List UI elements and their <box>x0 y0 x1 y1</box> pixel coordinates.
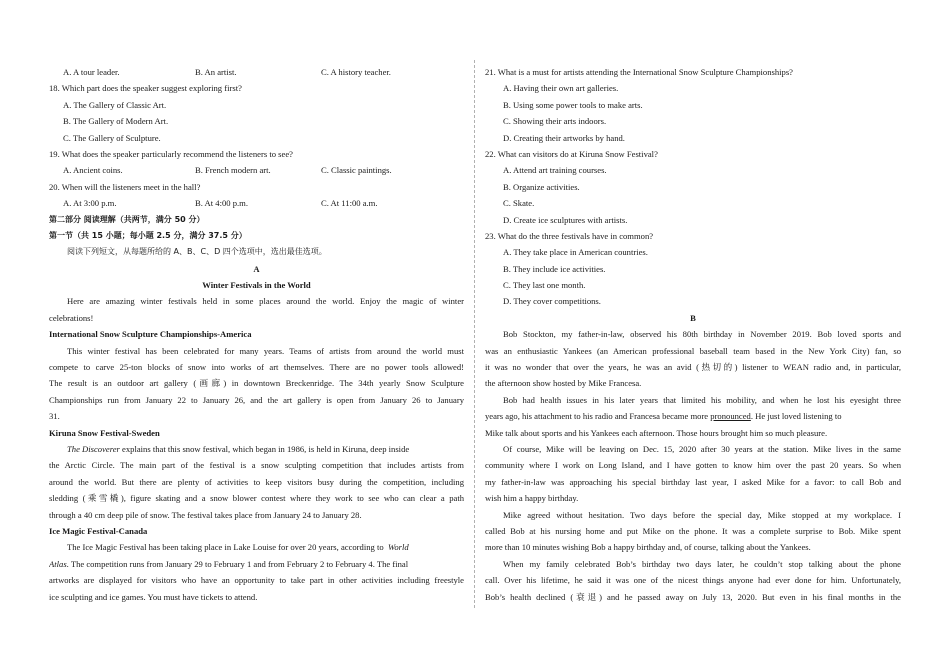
intro-line: Here are amazing winter festivals held in some places around the world. Enjoy the magic of winter <box>67 296 464 307</box>
paragraph-line <box>49 539 464 555</box>
paragraph-line: The result is an outdoor art gallery (画廊) in downtown Breckenridge. The 34th yearly Snow Sculpture <box>49 378 464 389</box>
right-column <box>485 64 901 605</box>
question-20: 20. When will the listeners meet in the hall? <box>49 181 201 192</box>
option-a: A. Having their own art galleries. <box>503 83 619 94</box>
option-c: C. Skate. <box>503 198 535 209</box>
column-divider <box>474 60 475 608</box>
question-18: 18. Which part does the speaker suggest exploring first? <box>49 83 242 94</box>
paragraph-line: was an enthusiastic Yankees (an American professional baseball team based in the New York City) fan, so <box>485 345 901 356</box>
part-two-title: 第二部分 阅读理解（共两节，满分 50 分） <box>49 214 205 224</box>
option-c: C. They last one month. <box>503 280 586 291</box>
source-title: World <box>387 542 409 553</box>
source-title: The Discoverer <box>67 443 120 454</box>
left-column <box>49 64 464 605</box>
question-19: 19. What does the speaker particularly recommend the listeners to see? <box>49 148 293 159</box>
paragraph-text: years ago, his attachment to his radio and Francesa became more <box>485 411 711 422</box>
paragraph-text: explains that this snow festival, which began in 1986, is held in Kiruna, deep inside <box>119 443 410 454</box>
underlined-word: pronounced <box>710 411 751 422</box>
option-a: A. Ancient coins. <box>63 165 123 176</box>
option-c: C. Showing their arts indoors. <box>503 116 607 127</box>
intro-line: celebrations! <box>49 312 94 323</box>
paragraph-line: ice sculpting and ice games. You must have tickets to attend. <box>49 591 258 602</box>
passage-a-label: A <box>253 263 260 274</box>
instructions: 阅读下列短文，从每题所给的 A、B、C、D 四个选项中，选出最佳选项。 <box>67 247 327 257</box>
option-d: D. Creating their artworks by hand. <box>503 132 625 143</box>
option-b: B. The Gallery of Modern Art. <box>63 116 169 127</box>
paragraph-line <box>485 408 901 424</box>
option-a: A. Attend art training courses. <box>503 165 607 176</box>
option-b: B. Using some power tools to make arts. <box>503 99 643 110</box>
paragraph-line: the afternoon show hosted by Mike Francesa. <box>485 378 642 389</box>
paragraph-line <box>49 441 464 457</box>
paragraph-line: call. Over his lifetime, he said it was one of the nicest things anyone had ever done for him. Unfortunately, <box>485 575 901 586</box>
paragraph-line: 31. <box>49 411 60 422</box>
paragraph-line: compete to carve 25-ton blocks of snow into works of art themselves. There are no power tools allowed! <box>49 362 464 373</box>
question-22: 22. What can visitors do at Kiruna Snow Festival? <box>485 148 658 159</box>
q19-options <box>49 162 464 178</box>
paragraph-line: This winter festival has been celebrated for many years. Teams of artists from around the world must <box>67 345 464 356</box>
paragraph-line: community where I work on Long Island, and I have gotten to know him over the past 20 years. So when <box>485 460 901 471</box>
question-23: 23. What do the three festivals have in common? <box>485 230 654 241</box>
paragraph-line: Of course, Mike will be leaving on Dec. 15, 2020 after 30 years at the station. Mike lives in the same <box>503 443 901 454</box>
option-a: A. A tour leader. <box>63 67 120 77</box>
paragraph-line: called Bob at his nursing home and put Mike on the phone. It was a complete surprise to Bob. Mike spent <box>485 525 901 536</box>
paragraph-line: more than 10 minutes wishing Bob a happy birthday and, of course, talking about the Yankees. <box>485 542 811 553</box>
paragraph-line: around the world. But there are plenty of activities to keep visitors busy during the competition, including <box>49 476 464 487</box>
source-title: Atlas <box>49 558 67 569</box>
paragraph-line <box>49 556 464 572</box>
passage-a-title: Winter Festivals in the World <box>202 280 311 291</box>
paragraph-line: Bob’s health declined (衰退) and he passed away on July 13, 2020. But even in his final months in the <box>485 591 901 602</box>
option-a: A. At 3:00 p.m. <box>63 198 117 209</box>
paragraph-line: through a 40 cm deep pile of snow. The festival takes place from January 24 to January 28. <box>49 509 362 520</box>
option-b: B. Organize activities. <box>503 181 580 192</box>
option-c: C. Classic paintings. <box>321 165 392 176</box>
paragraph-text: . The competition runs from January 29 to February 1 and from February 2 to February 4. The final <box>66 558 409 569</box>
paragraph-line: Bob had health issues in his later years that limited his mobility, and when he lost his eyesight three <box>503 394 901 405</box>
q17-options <box>49 64 464 80</box>
passage-b-label: B <box>690 312 696 323</box>
paragraph-line: my father-in-law was approaching his special birthday last year, I asked Mike for a favor: to call Bob and <box>485 476 901 487</box>
option-d: D. They cover competitions. <box>503 296 601 307</box>
paragraph-text: . He just loved listening to <box>750 411 842 422</box>
section-one-title: 第一节（共 15 小题；每小题 2.5 分，满分 37.5 分） <box>49 230 247 240</box>
option-b: B. At 4:00 p.m. <box>195 198 249 209</box>
paragraph-line: the Arctic Circle. The main part of the festival is a snow sculpting competition that includes artists from <box>49 460 464 471</box>
paragraph-line: When my family celebrated Bob’s birthday two days later, he couldn’t stop talking about the phone <box>503 558 901 569</box>
paragraph-line: it was no wonder that over the years, he was an avid (热切的) listener to WEAN radio and, in particular, <box>485 362 901 373</box>
festival-heading-canada: Ice Magic Festival-Canada <box>49 525 148 536</box>
question-21: 21. What is a must for artists attending the International Snow Sculpture Championships? <box>485 67 793 77</box>
paragraph-line: artworks are displayed for visitors who have an opportunity to take part in other activities including freestyle <box>49 575 464 586</box>
festival-heading-america: International Snow Sculpture Championships-America <box>49 329 252 340</box>
paragraph-text: The Ice Magic Festival has been taking place in Lake Louise for over 20 years, according to <box>67 542 384 553</box>
option-c: C. At 11:00 a.m. <box>321 198 378 209</box>
paragraph-line: Championships run from January 22 to January 26, and the art gallery is open from January 26 to January <box>49 394 464 405</box>
paragraph-line: Mike agreed without hesitation. Two days before the special day, Mike stopped at my workplace. I <box>503 509 901 520</box>
paragraph-line: wish him a happy birthday. <box>485 493 579 504</box>
option-b: B. French modern art. <box>195 165 271 176</box>
option-c: C. A history teacher. <box>321 67 391 77</box>
option-d: D. Create ice sculptures with artists. <box>503 214 628 225</box>
option-a: A. They take place in American countries. <box>503 247 648 258</box>
option-b: B. An artist. <box>195 67 237 77</box>
option-a: A. The Gallery of Classic Art. <box>63 99 167 110</box>
paragraph-line: sledding (乘雪橇), figure skating and a snow blower contest where they work to see who can clear a path <box>49 493 464 504</box>
option-c: C. The Gallery of Sculpture. <box>63 132 161 143</box>
paragraph-line: Bob Stockton, my father-in-law, observed his 80th birthday in November 2019. Bob loved sports and <box>503 329 901 340</box>
q20-options <box>49 195 464 211</box>
option-b: B. They include ice activities. <box>503 263 606 274</box>
paragraph-line: Mike talk about sports and his Yankees each afternoon. Those hours brought him so much pleasure. <box>485 427 828 438</box>
festival-heading-sweden: Kiruna Snow Festival-Sweden <box>49 427 160 438</box>
